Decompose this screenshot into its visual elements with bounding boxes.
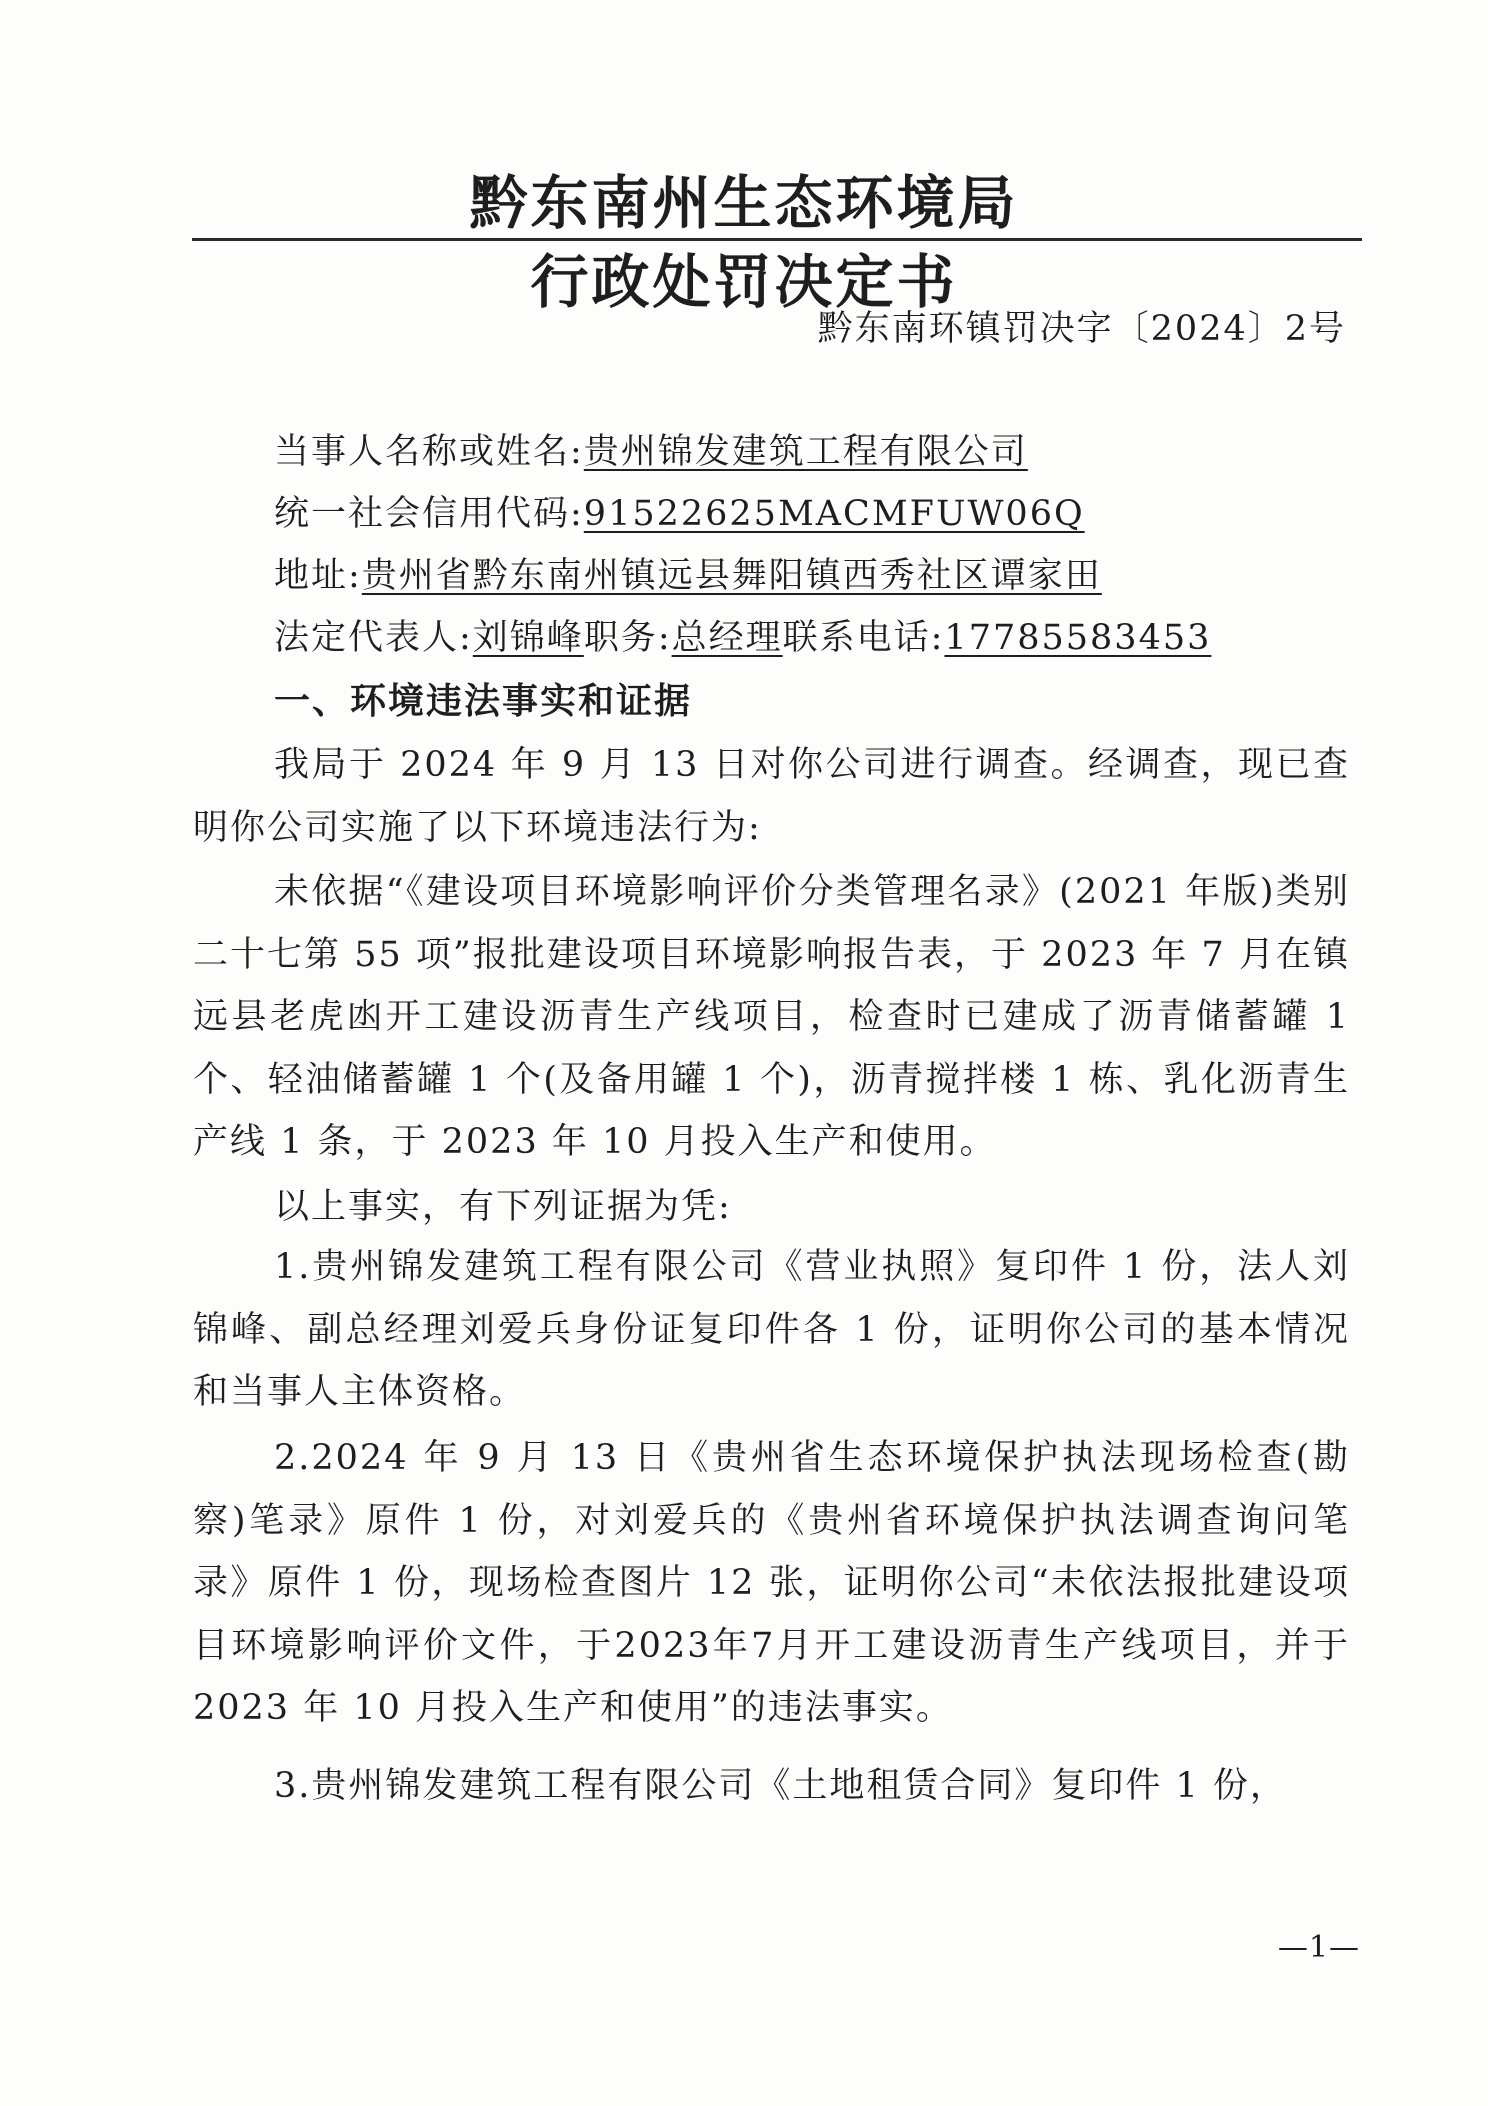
paragraph-violation: 未依据“《建设项目环境影响评价分类管理名录》(2021 年版)类别二十七第 55 项”报批建设项目环境影响报告表，于 2023 年 7 月在镇远县老虎凼开工建设沥青生产线项目，检查时已建成了沥青储蓄罐 1 个、轻油储蓄罐 1 个(及备用罐 1 个)，沥青搅拌楼 1 栋、乳化沥青生产线 1 条，于 2023 年 10 月投入生产和使用。 [193,872,1350,1162]
address-line [274,554,1354,616]
party-info [274,430,1354,678]
representative-value: 刘锦峰 [472,618,584,658]
party-name-line [274,430,1354,492]
representative-line [274,616,1354,678]
paragraph-investigation: 我局于 2024 年 9 月 13 日对你公司进行调查。经调查，现已查明你公司实施了以下环境违法行为: [193,745,1350,848]
phone-label: 联系电话: [782,618,945,658]
paragraph-evidence-2: 2.2024 年 9 月 13 日《贵州省生态环境保护执法现场检查(勘察)笔录》原件 1 份，对刘爱兵的《贵州省环境保护执法调查询问笔录》原件 1 份，现场检查图片 12 张，证明你公司“未依法报批建设项目环境影响评价文件，于2023年7月开工建设沥青生产线项目，并于 2023 年 10 月投入生产和使用”的违法事实。 [193,1438,1350,1728]
credit-code-value: 91522625MACMFUW06Q [583,494,1085,534]
position-value: 总经理 [671,618,783,658]
paragraph-evidence-1: 1.贵州锦发建筑工程有限公司《营业执照》复印件 1 份，法人刘锦峰、副总经理刘爱兵身份证复印件各 1 份，证明你公司的基本情况和当事人主体资格。 [193,1247,1350,1412]
header-divider [192,238,1362,241]
phone-value: 17785583453 [944,618,1212,658]
party-name-value: 贵州锦发建筑工程有限公司 [583,432,1028,472]
document-number: 黔东南环镇罚决字〔2024〕2号 [817,309,1346,349]
paragraph-evidence-3: 3.贵州锦发建筑工程有限公司《土地租赁合同》复印件 1 份， [274,1766,1287,1806]
party-name-label: 当事人名称或姓名: [274,432,584,472]
credit-code-label: 统一社会信用代码: [274,494,584,534]
representative-label: 法定代表人: [274,618,473,658]
address-value: 贵州省黔东南州镇远县舞阳镇西秀社区谭家田 [361,556,1102,596]
paragraph-evidence-intro: 以上事实，有下列证据为凭: [274,1187,732,1227]
credit-code-line [274,492,1354,554]
address-label: 地址: [274,556,362,596]
position-label: 职务: [583,618,672,658]
page-number: —1— [1277,1930,1360,1965]
document-title: 行政处罚决定书 [530,248,958,316]
issuing-authority: 黔东南州生态环境局 [469,169,1019,237]
section-heading: 一、环境违法事实和证据 [274,681,693,722]
